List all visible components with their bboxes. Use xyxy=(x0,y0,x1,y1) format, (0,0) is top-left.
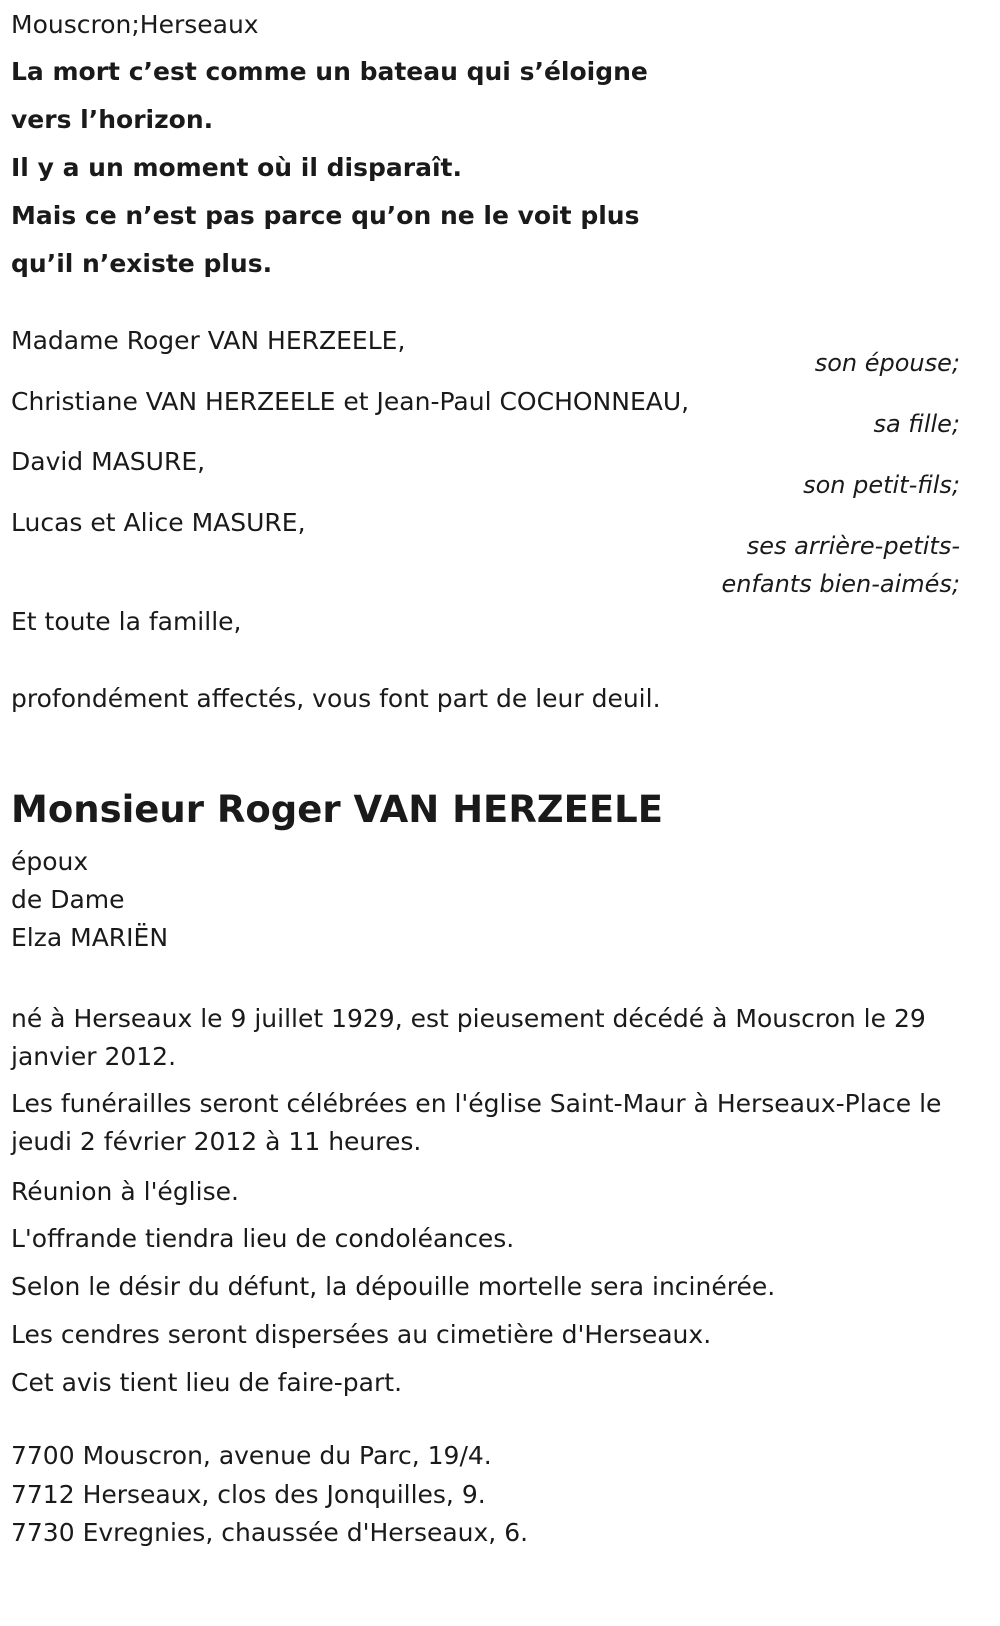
address-line: 7712 Herseaux, clos des Jonquilles, 9. xyxy=(11,1480,486,1509)
announcement: profondément affectés, vous font part de leur deuil. xyxy=(11,684,661,713)
address-line: 7700 Mouscron, avenue du Parc, 19/4. xyxy=(11,1441,492,1470)
spouse-line: de Dame xyxy=(11,885,125,914)
poem-line: Il y a un moment où il disparaît. xyxy=(11,153,462,182)
family-name: Madame Roger VAN HERZEELE, xyxy=(11,326,406,355)
poem-line: La mort c’est comme un bateau qui s’éloigne xyxy=(11,57,648,86)
poem-line: vers l’horizon. xyxy=(11,105,214,134)
family-name: Lucas et Alice MASURE, xyxy=(11,508,306,537)
family-relation: son petit-fils; xyxy=(803,471,960,499)
location-header: Mouscron;Herseaux xyxy=(11,10,259,39)
poem-line: Mais ce n’est pas parce qu’on ne le voit plus xyxy=(11,201,640,230)
family-relation: son épouse; xyxy=(814,349,960,377)
spouse-line: époux xyxy=(11,847,89,876)
family-relation: sa fille; xyxy=(873,410,960,438)
birth-death-text: né à Herseaux le 9 juillet 1929, est pieusement décédé à Mouscron le 29 janvier 2012. xyxy=(11,1004,926,1071)
offering-text: L'offrande tiendra lieu de condoléances. xyxy=(11,1224,515,1253)
family-name: Christiane VAN HERZEELE et Jean-Paul COCHONNEAU, xyxy=(11,387,690,416)
poem-line: qu’il n’existe plus. xyxy=(11,249,273,278)
family-relation-continued: enfants bien-aimés; xyxy=(721,570,960,598)
meeting-text: Réunion à l'église. xyxy=(11,1177,239,1206)
address-line: 7730 Evregnies, chaussée d'Herseaux, 6. xyxy=(11,1518,529,1547)
deceased-name: Monsieur Roger VAN HERZEELE xyxy=(11,788,664,831)
ashes-text: Les cendres seront dispersées au cimetière d'Herseaux. xyxy=(11,1320,712,1349)
funeral-text: Les funérailles seront célébrées en l'église Saint-Maur à Herseaux-Place le jeudi 2 février 2012 à 11 heures. xyxy=(11,1089,942,1156)
family-relation: ses arrière-petits- xyxy=(746,532,960,560)
family-name: David MASURE, xyxy=(11,447,206,476)
family-all: Et toute la famille, xyxy=(11,607,242,636)
notice-text: Cet avis tient lieu de faire-part. xyxy=(11,1368,403,1397)
cremation-text: Selon le désir du défunt, la dépouille mortelle sera incinérée. xyxy=(11,1272,776,1301)
spouse-line: Elza MARIËN xyxy=(11,923,169,952)
